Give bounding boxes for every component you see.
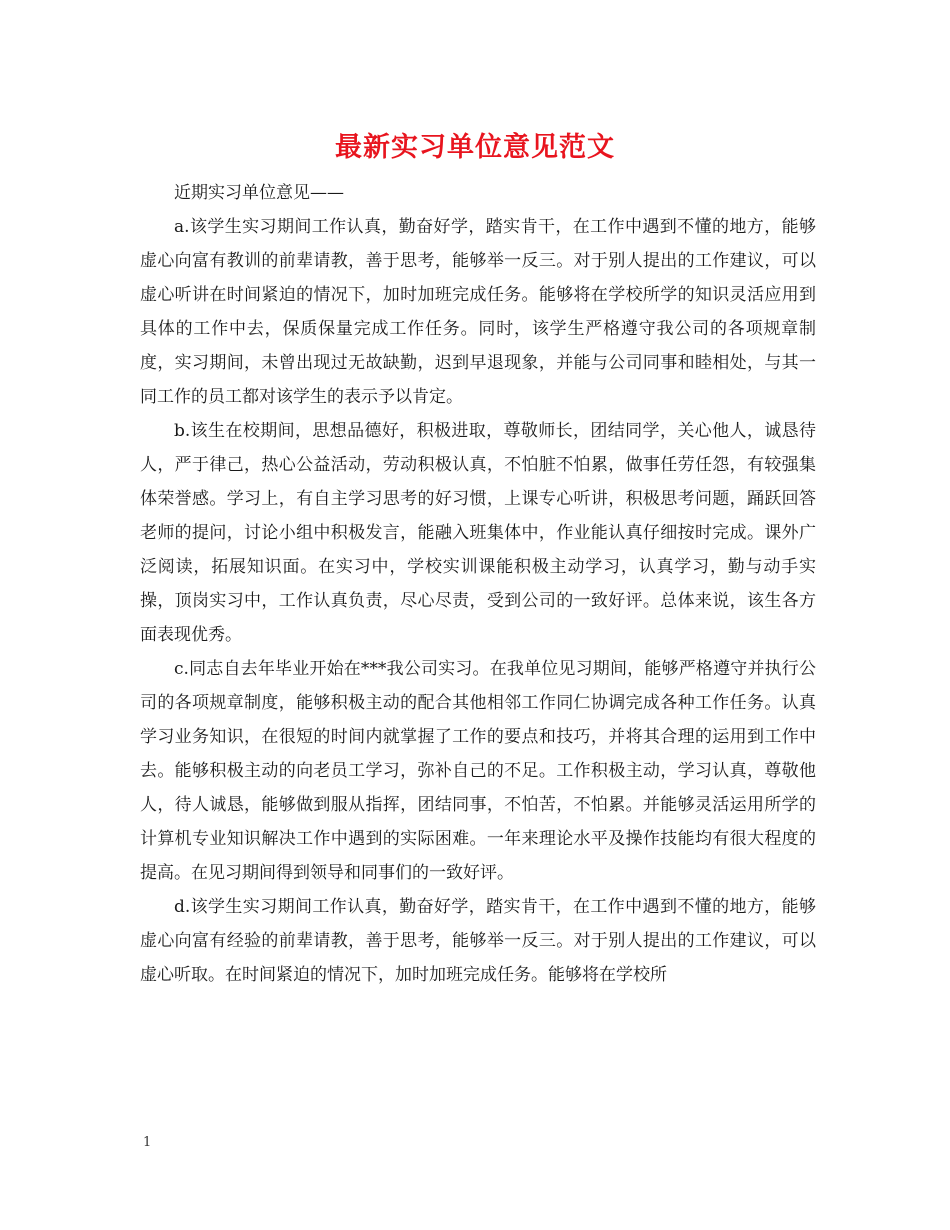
paragraph-intro: 近期实习单位意见—— bbox=[174, 183, 344, 203]
paragraph-c: c.同志自去年毕业开始在***我公司实习。在我单位见习期间，能够严格遵守并执行公司的各项规章制度，能够积极主动的配合其他相邻工作同仁协调完成各种工作任务。认真学习业务知识，在很短的时间内就掌握了工作的要点和技巧，并将其合理的运用到工作中去。能够积极主动的向老员工学习，弥补自己的不足。工作积极主动，学习认真，尊敬他人，待人诚恳，能够做到服从指挥，团结同事，不怕苦，不怕累。并能够灵活运用所学的计算机专业知识解决工作中遇到的实际困难。一年来理论水平及操作技能均有很大程度的提高。在见习期间得到领导和同事们的一致好评。 bbox=[140, 659, 816, 883]
paragraph-d: d.该学生实习期间工作认真，勤奋好学，踏实肯干，在工作中遇到不懂的地方，能够虚心向富有经验的前辈请教，善于思考，能够举一反三。对于别人提出的工作建议，可以虚心听取。在时间紧迫的情况下，加时加班完成任务。能够将在学校所 bbox=[140, 897, 816, 985]
paragraph-a: a.该学生实习期间工作认真，勤奋好学，踏实肯干，在工作中遇到不懂的地方，能够虚心向富有教训的前辈请教，善于思考，能够举一反三。对于别人提出的工作建议，可以虚心听讲在时间紧迫的情况下，加时加班完成任务。能够将在学校所学的知识灵活应用到具体的工作中去，保质保量完成工作任务。同时，该学生严格遵守我公司的各项规章制度，实习期间，未曾出现过无故缺勤，迟到早退现象，并能与公司同事和睦相处，与其一同工作的员工都对该学生的表示予以肯定。 bbox=[140, 217, 816, 407]
page-number: 1 bbox=[143, 1135, 152, 1150]
paragraph-b: b.该生在校期间，思想品德好，积极进取，尊敬师长，团结同学，关心他人，诚恳待人，严于律己，热心公益活动，劳动积极认真，不怕脏不怕累，做事任劳任怨，有较强集体荣誉感。学习上，有自主学习思考的好习惯，上课专心听讲，积极思考问题，踊跃回答老师的提问，讨论小组中积极发言，能融入班集体中，作业能认真仔细按时完成。课外广泛阅读，拓展知识面。在实习中，学校实训课能积极主动学习，认真学习，勤与动手实操，顶岗实习中，工作认真负责，尽心尽责，受到公司的一致好评。总体来说，该生各方面表现优秀。 bbox=[140, 421, 816, 645]
document-body bbox=[140, 176, 816, 992]
document-title: 最新实习单位意见范文 bbox=[335, 132, 615, 163]
